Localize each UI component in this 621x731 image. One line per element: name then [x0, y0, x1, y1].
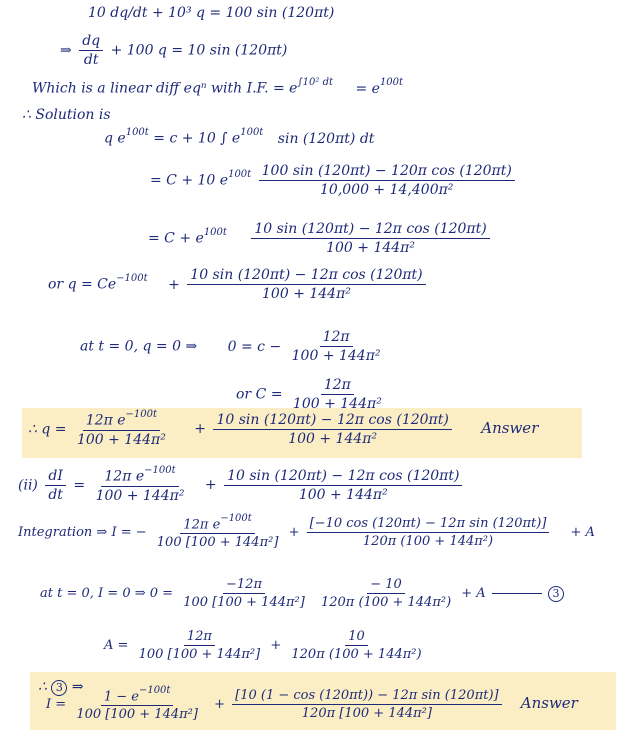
equation-line-13	[18, 513, 595, 551]
numerator: 12π	[320, 330, 353, 347]
numerator: 100 sin (120πt) − 120π cos (120πt)	[259, 164, 515, 181]
text: + A	[570, 525, 595, 541]
numerator: [10 (1 − cos (120πt)) − 12π sin (120πt)]	[232, 689, 501, 705]
fraction	[180, 578, 308, 609]
numerator: $1 - e^{-100t}$	[101, 688, 174, 706]
numerator: 10 sin (120πt) − 12π cos (120πt)	[224, 469, 462, 486]
fraction	[187, 268, 425, 301]
exponent: 100t	[203, 226, 227, 238]
exponent: 100t	[379, 77, 404, 88]
part-label: (ii)	[18, 477, 38, 494]
denominator: dt	[48, 486, 63, 503]
text: +	[288, 525, 300, 541]
exponent: ∫10² dt	[297, 77, 334, 88]
denominator: 10,000 + 14,400π²	[320, 182, 454, 198]
denominator: 100 + 144π²	[288, 430, 378, 447]
denominator: 100 [100 + 144π²]	[156, 535, 279, 551]
fraction	[74, 409, 169, 448]
denominator: 100 + 144π²	[292, 396, 382, 412]
text: ∴ q =	[28, 421, 67, 438]
exponent: −100t	[138, 685, 171, 696]
exponent: −100t	[144, 465, 176, 476]
fraction	[290, 378, 385, 411]
fraction	[154, 513, 282, 551]
text: Which is a linear diff eqⁿ with I.F. = e	[32, 80, 298, 97]
text: q e	[104, 130, 126, 147]
equation-line-12	[18, 465, 465, 504]
denominator: 120π (100 + 144π²)	[320, 595, 452, 610]
numerator: 10 sin (120πt) − 12π cos (120πt)	[187, 268, 425, 285]
text: =	[73, 477, 86, 494]
text: I =	[46, 697, 67, 713]
text: +	[204, 477, 217, 494]
equation-line-4: ∴ Solution is	[22, 107, 111, 123]
fraction	[288, 630, 424, 661]
exponent: 100t	[125, 127, 149, 138]
implies-arrow: ⇒	[71, 679, 84, 695]
equation-number: 3	[51, 680, 67, 696]
equation-line-5	[104, 127, 375, 147]
denominator: 120π [100 + 144π²]	[301, 706, 432, 722]
denominator: 100 + 144π²	[298, 486, 388, 503]
answer-label: Answer	[520, 694, 578, 713]
text: + 100 q = 10 sin (120πt)	[110, 42, 288, 59]
numerator: 10 sin (120πt) − 12π cos (120πt)	[251, 222, 489, 239]
numerator: dI	[45, 469, 66, 486]
text: = e	[355, 80, 380, 97]
denominator: 100 + 144π²	[326, 240, 415, 256]
text: or C =	[236, 386, 283, 403]
fraction	[79, 34, 103, 67]
denominator: 100 + 144π²	[95, 487, 185, 504]
fraction	[251, 222, 489, 255]
fraction	[318, 578, 454, 609]
fraction	[73, 685, 201, 723]
fraction	[136, 630, 264, 661]
exponent: −100t	[125, 409, 158, 420]
numerator: 10	[345, 630, 368, 646]
denominator: 100 + 144π²	[76, 431, 166, 448]
numerator: 12π	[321, 378, 354, 395]
denominator: 100 [100 + 144π²]	[183, 595, 305, 610]
numerator: − 10	[367, 578, 405, 594]
equation-line-15	[104, 630, 428, 661]
text: at t = 0, q = 0 ⇒	[80, 338, 198, 355]
text: sin (120πt) dt	[277, 130, 375, 147]
text: = c + 10 ∫ e	[153, 130, 241, 147]
equation-line-6	[150, 164, 518, 197]
numerator: dq	[79, 34, 103, 51]
text: +	[168, 276, 180, 293]
equation-line-10	[236, 378, 388, 411]
denominator: 100 + 144π²	[291, 348, 381, 364]
fraction	[289, 330, 384, 363]
text: + A	[461, 586, 486, 601]
exponent: 100t	[240, 127, 264, 138]
exponent: −100t	[220, 513, 252, 524]
answer-label: Answer	[481, 419, 539, 438]
text: +	[194, 421, 207, 438]
implies-arrow: ⇒	[60, 42, 72, 59]
exponent: −100t	[116, 272, 148, 284]
therefore-symbol: ∴	[38, 679, 47, 695]
fraction	[93, 465, 188, 504]
fraction	[259, 164, 515, 197]
fraction	[45, 469, 66, 502]
denominator: 100 [100 + 144π²]	[138, 647, 261, 662]
fraction	[224, 469, 462, 502]
fraction	[232, 689, 501, 720]
text: at t = 0, I = 0 ⇒ 0 =	[40, 586, 174, 601]
text: = C + e	[148, 230, 204, 247]
denominator: 120π (100 + 144π²)	[362, 534, 494, 550]
text: A =	[104, 638, 129, 653]
numerator: 12π $e^{-100t}$	[83, 412, 160, 431]
equation-line-9	[80, 330, 387, 363]
numerator: [−10 cos (120πt) − 12π sin (120πt)]	[307, 517, 550, 533]
denominator: 120π (100 + 144π²)	[291, 647, 422, 662]
equation-line-14	[40, 578, 564, 609]
equation-line-17	[46, 685, 578, 723]
numerator: 12π $e^{-100t}$	[101, 468, 178, 487]
text: +	[270, 638, 282, 653]
exponent: 100t	[228, 168, 252, 180]
numerator: 12π $e^{-100t}$	[180, 516, 254, 534]
equation-line-7	[148, 222, 493, 255]
equation-line-2	[60, 34, 287, 67]
numerator: 10 sin (120πt) − 12π cos (120πt)	[213, 413, 451, 430]
text: +	[214, 697, 225, 713]
text: = C + 10 e	[150, 172, 229, 189]
denominator: dt	[83, 52, 99, 68]
text: or q = Ce	[48, 276, 117, 293]
numerator: 12π	[184, 630, 215, 646]
arrow-line	[492, 593, 542, 594]
fraction	[213, 413, 451, 446]
equation-line-3	[32, 77, 404, 97]
denominator: 100 + 144π²	[262, 286, 351, 302]
text: Integration ⇒ I = −	[18, 525, 147, 541]
fraction	[307, 517, 550, 548]
numerator: −12π	[223, 578, 265, 594]
equation-line-1: 10 dq/dt + 10³ q = 100 sin (120πt)	[88, 5, 335, 21]
text: 0 = c −	[227, 338, 282, 355]
equation-number: 3	[548, 586, 564, 602]
denominator: 100 [100 + 144π²]	[76, 707, 198, 723]
equation-line-11	[28, 409, 539, 448]
equation-line-8	[48, 268, 429, 301]
